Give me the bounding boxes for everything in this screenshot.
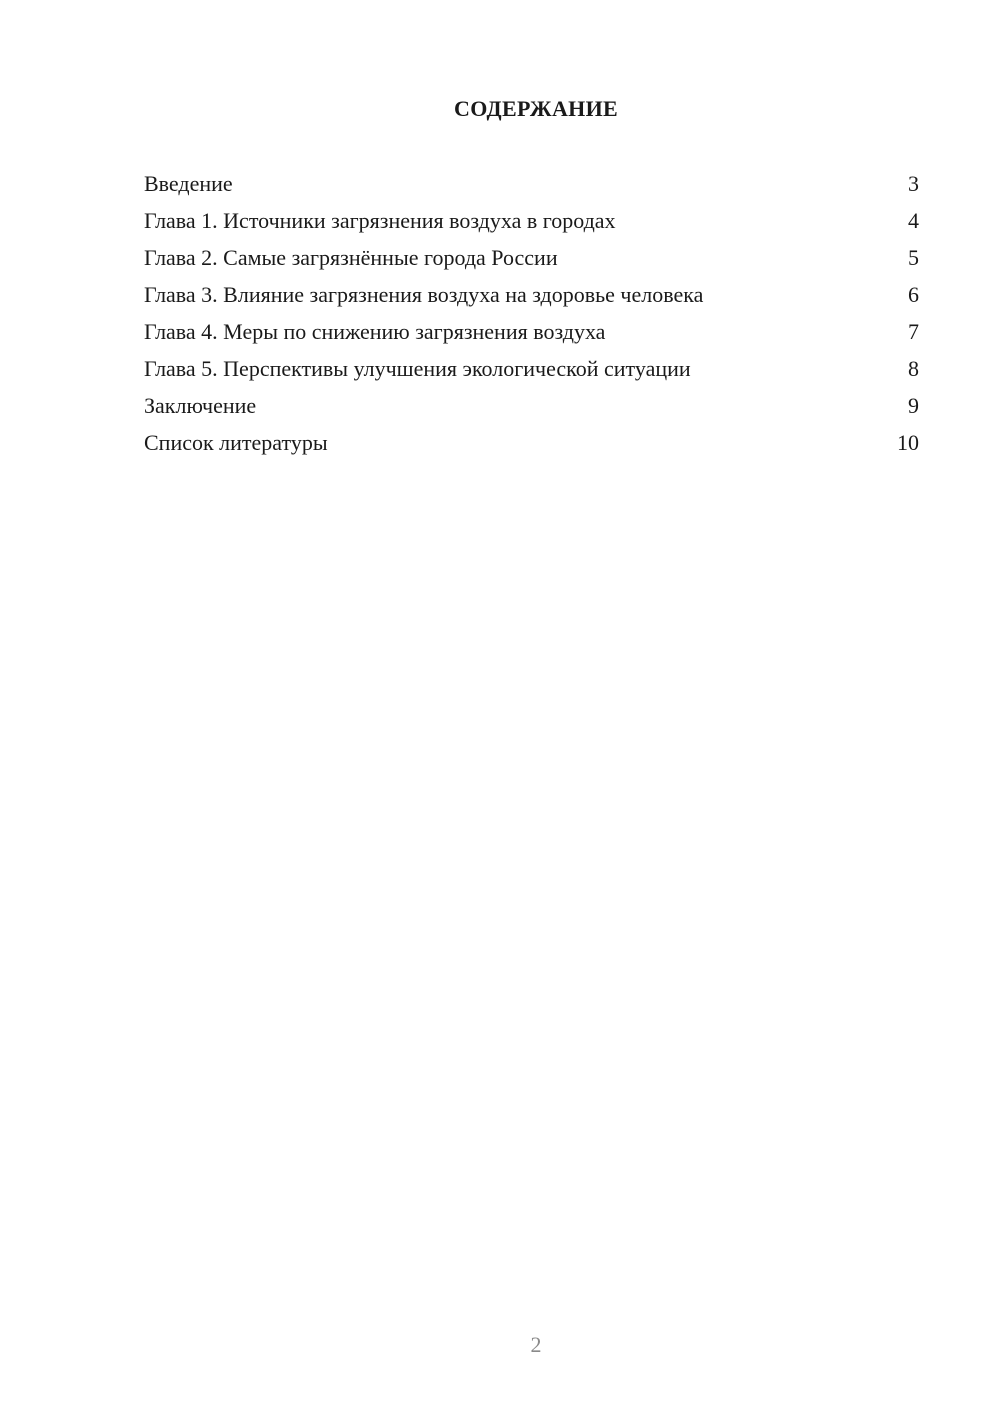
toc-entry-label: Глава 1. Источники загрязнения воздуха в городах <box>144 208 616 233</box>
toc-entry-page: 5 <box>908 245 919 270</box>
toc-title: СОДЕРЖАНИЕ <box>454 96 618 121</box>
toc-entry-label: Глава 5. Перспективы улучшения экологической ситуации <box>144 356 691 381</box>
page-number: 2 <box>530 1332 542 1357</box>
toc-entry-introduction <box>144 168 919 205</box>
toc-entry-label: Заключение <box>144 393 257 418</box>
toc-entry-chapter-1 <box>144 205 919 242</box>
toc-entry-label: Глава 4. Меры по снижению загрязнения воздуха <box>144 319 606 344</box>
toc-entry-references <box>144 427 919 464</box>
toc-entry-chapter-5 <box>144 353 919 390</box>
toc-entry-page: 3 <box>908 171 919 196</box>
toc-entry-page: 6 <box>908 282 919 307</box>
toc-entry-label: Глава 2. Самые загрязнённые города России <box>144 245 558 270</box>
toc-entry-chapter-2 <box>144 242 919 279</box>
toc-entry-page: 8 <box>908 356 919 381</box>
toc-entry-label: Введение <box>144 171 233 196</box>
toc-entry-label: Список литературы <box>144 430 328 455</box>
toc-entry-page: 4 <box>908 208 919 233</box>
toc-entry-conclusion <box>144 390 919 427</box>
toc-entry-page: 7 <box>908 319 919 344</box>
toc-entry-page: 10 <box>897 430 919 455</box>
toc-entry-chapter-3 <box>144 279 919 316</box>
toc-entry-label: Глава 3. Влияние загрязнения воздуха на здоровье человека <box>144 282 704 307</box>
toc-entry-page: 9 <box>908 393 919 418</box>
toc-entry-chapter-4 <box>144 316 919 353</box>
table-of-contents <box>144 168 919 464</box>
